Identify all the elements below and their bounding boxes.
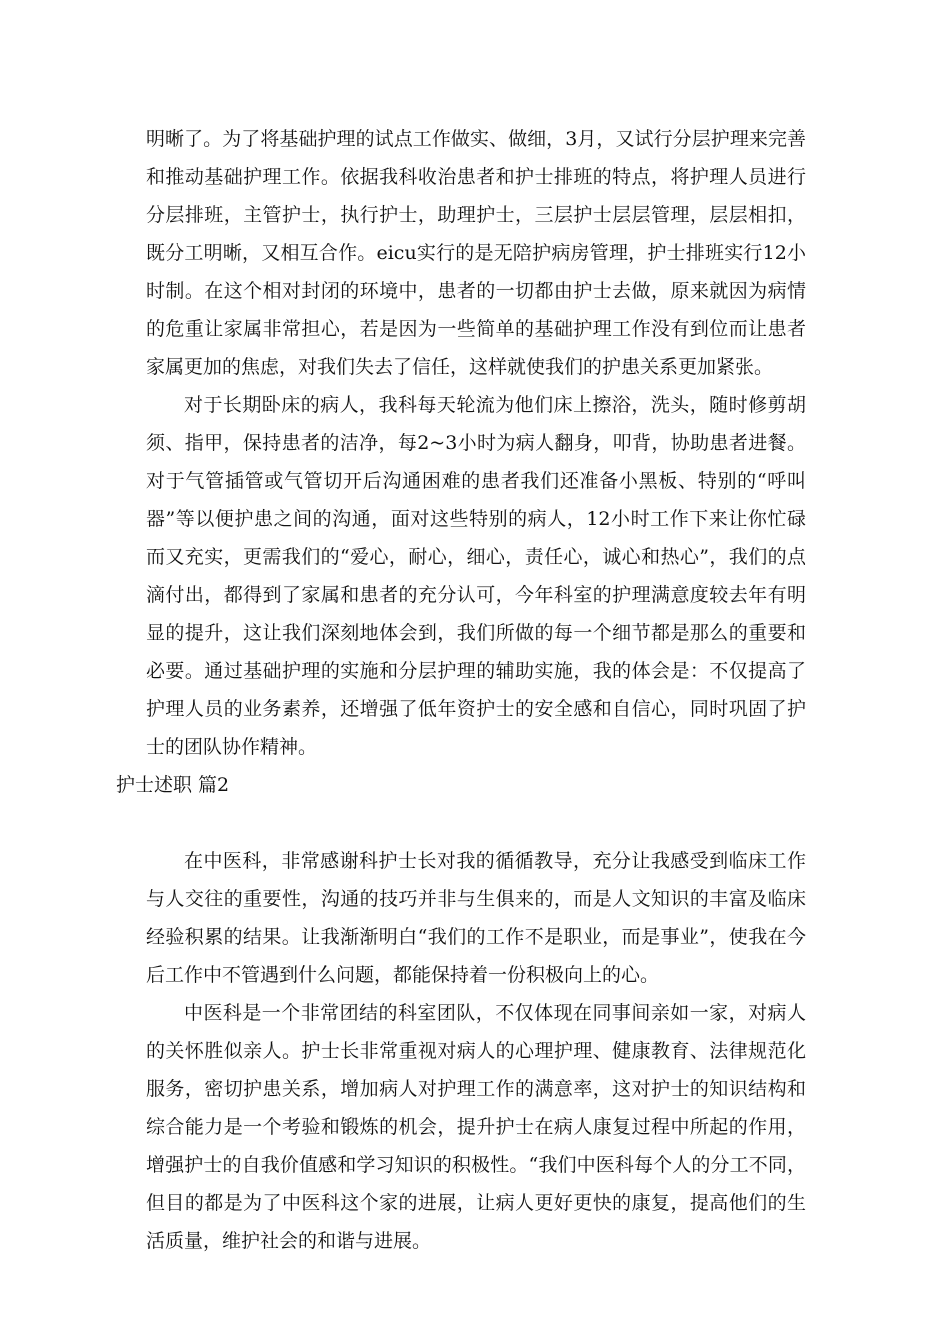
paragraph-bedridden-care: 对于长期卧床的病人，我科每天轮流为他们床上擦浴，洗头，随时修剪胡须、指甲，保持患者的洁净，每2~3小时为病人翻身，叩背，协助患者进餐。对于气管插管或气管切开后沟通困难的患者我们还准备小黑板、特别的“呼叫器”等以便护患之间的沟通，面对这些特别的病人，12小时工作下来让你忙碌而又充实，更需我们的“爱心，耐心，细心，责任心，诚心和热心”，我们的点滴付出，都得到了家属和患者的充分认可，今年科室的护理满意度较去年有明显的提升，这让我们深刻地体会到，我们所做的每一个细节都是那么的重要和必要。通过基础护理的实施和分层护理的辅助实施，我的体会是：不仅提高了护理人员的业务素养，还增强了低年资护士的安全感和自信心，同时巩固了护士的团队协作精神。 xyxy=(146,394,806,758)
paragraph-tcm-gratitude: 在中医科，非常感谢科护士长对我的循循教导，充分让我感受到临床工作与人交往的重要性，沟通的技巧并非与生俱来的，而是人文知识的丰富及临床经验积累的结果。让我渐渐明白“我们的工作不是职业，而是事业”，使我在今后工作中不管遇到什么问题，都能保持着一份积极向上的心。 xyxy=(146,850,806,986)
paragraph-base-nursing-continued: 明晰了。为了将基础护理的试点工作做实、做细，3月，又试行分层护理来完善和推动基础护理工作。依据我科收治患者和护士排班的特点，将护理人员进行分层排班，主管护士，执行护士，助理护士，三层护士层层管理，层层相扣，既分工明晰，又相互合作。eicu实行的是无陪护病房管理，护士排班实行12小时制。在这个相对封闭的环境中，患者的一切都由护士去做，原来就因为病情的危重让家属非常担心，若是因为一些简单的基础护理工作没有到位而让患者家属更加的焦虑，对我们失去了信任，这样就使我们的护患关系更加紧张。 xyxy=(146,128,806,378)
blank-line xyxy=(146,804,806,842)
section-heading: 护士述职 篇2 xyxy=(116,774,230,796)
paragraph-tcm-team: 中医科是一个非常团结的科室团队，不仅体现在同事间亲如一家，对病人的关怀胜似亲人。护士长非常重视对病人的心理护理、健康教育、法律规范化服务，密切护患关系，增加病人对护理工作的满意率，这对护士的知识结构和综合能力是一个考验和锻炼的机会，提升护士在病人康复过程中所起的作用，增强护士的自我价值感和学习知识的积极性。“我们中医科每个人的分工不同，但目的都是为了中医科这个家的进展，让病人更好更快的康复，提高他们的生活质量，维护社会的和谐与进展。 xyxy=(146,1002,806,1252)
document-body xyxy=(116,120,806,1260)
